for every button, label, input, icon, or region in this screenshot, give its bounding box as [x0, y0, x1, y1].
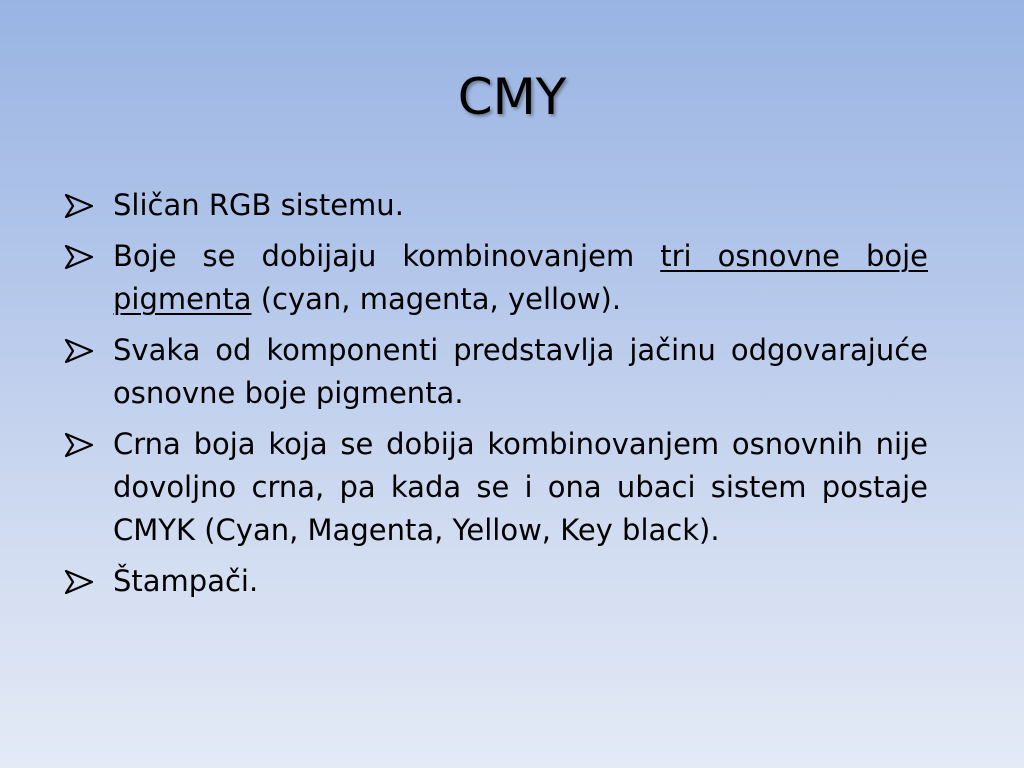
bullet-text: Crna boja koja se dobija kombinovanjem osnovnih nije dovoljno crna, pa kada se i ona ubaci sistem postaje CMYK (Cyan, Magenta, Yellow, Key black).	[113, 427, 928, 547]
bullet-item-2	[64, 235, 928, 321]
arrowhead-bullet-icon	[64, 244, 94, 270]
bullet-text-underlined: tri osnovne boje pigmenta	[113, 239, 928, 316]
bullet-item-3	[64, 329, 928, 415]
bullet-list	[64, 184, 928, 611]
bullet-text: Svaka od komponenti predstavlja jačinu odgovarajuće osnovne boje pigmenta.	[113, 333, 928, 410]
arrowhead-bullet-icon	[64, 569, 94, 595]
arrowhead-bullet-icon	[64, 432, 94, 458]
bullet-item-5	[64, 560, 928, 603]
bullet-text: Štampači.	[113, 564, 259, 598]
arrowhead-bullet-icon	[64, 338, 94, 364]
bullet-item-1	[64, 184, 928, 227]
slide-title: CMY	[457, 68, 567, 126]
arrowhead-bullet-icon	[64, 193, 94, 219]
bullet-text: Sličan RGB sistemu.	[113, 188, 404, 222]
bullet-text-after: (cyan, magenta, yellow).	[251, 282, 622, 316]
bullet-item-4	[64, 423, 928, 552]
bullet-text-before: Boje se dobijaju kombinovanjem	[113, 239, 661, 273]
